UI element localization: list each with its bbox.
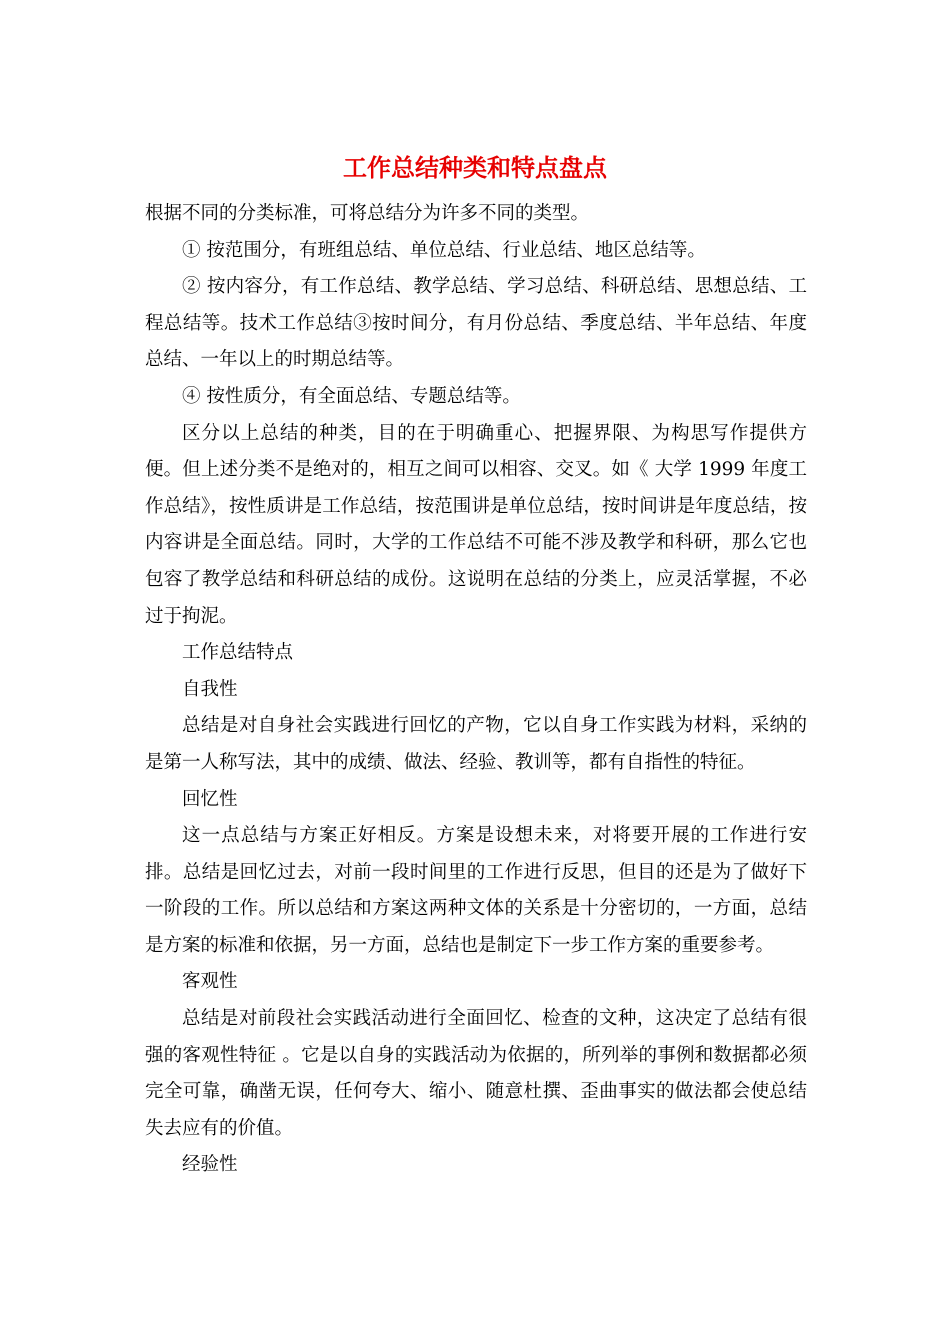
paragraph-by-scope: ① 按范围分，有班组总结、单位总结、行业总结、地区总结等。 — [182, 239, 706, 261]
document-title: 工作总结种类和特点盘点 — [343, 153, 607, 182]
heading-objective: 客观性 — [182, 971, 238, 993]
heading-features: 工作总结特点 — [182, 642, 294, 664]
paragraph-self: 总结是对自身社会实践进行回忆的产物，它以自身工作实践为材料，采纳的是第一人称写法，其中的成绩、做法、经验、教训等，都有自指性的特征。 — [145, 715, 807, 773]
heading-retrospective: 回忆性 — [182, 788, 238, 810]
paragraph-classification-note: 区分以上总结的种类，目的在于明确重心、把握界限、为构思写作提供方便。但上述分类不是绝对的，相互之间可以相容、交叉。如《 大学 1999 年度工作总结》，按性质讲是工作总结，按范围讲是单位总结，按时间讲是年度总结，按内容讲是全面总结。同时，大学的工作总结不可能不涉及教学和科研，那么它也包容了教学总结和科研总结的成份。这说明在总结的分类上，应灵活掌握，不必过于拘泥。 — [145, 422, 807, 627]
paragraph-retrospective: 这一点总结与方案正好相反。方案是设想未来，对将要开展的工作进行安排。总结是回忆过去，对前一段时间里的工作进行反思，但目的还是为了做好下一阶段的工作。所以总结和方案这两种文体的关系是十分密切的，一方面，总结是方案的标准和依据，另一方面，总结也是制定下一步工作方案的重要参考。 — [145, 825, 807, 956]
document-body — [145, 196, 807, 1184]
paragraph-by-nature: ④ 按性质分，有全面总结、专题总结等。 — [182, 385, 521, 407]
paragraph-intro: 根据不同的分类标准，可将总结分为许多不同的类型。 — [145, 203, 590, 224]
paragraph-objective: 总结是对前段社会实践活动进行全面回忆、检查的文种，这决定了总结有很强的客观性特征 。它是以自身的实践活动为依据的，所列举的事例和数据都必须完全可靠，确凿无误，任何夸大、缩小、随意杜撰、歪曲事实的做法都会使总结失去应有的价值。 — [145, 1008, 807, 1139]
heading-self: 自我性 — [182, 678, 238, 700]
heading-experience: 经验性 — [182, 1154, 238, 1176]
paragraph-by-content: ② 按内容分，有工作总结、教学总结、学习总结、科研总结、思想总结、工程总结等。技术工作总结③按时间分，有月份总结、季度总结、半年总结、年度总结、一年以上的时期总结等。 — [145, 276, 807, 371]
